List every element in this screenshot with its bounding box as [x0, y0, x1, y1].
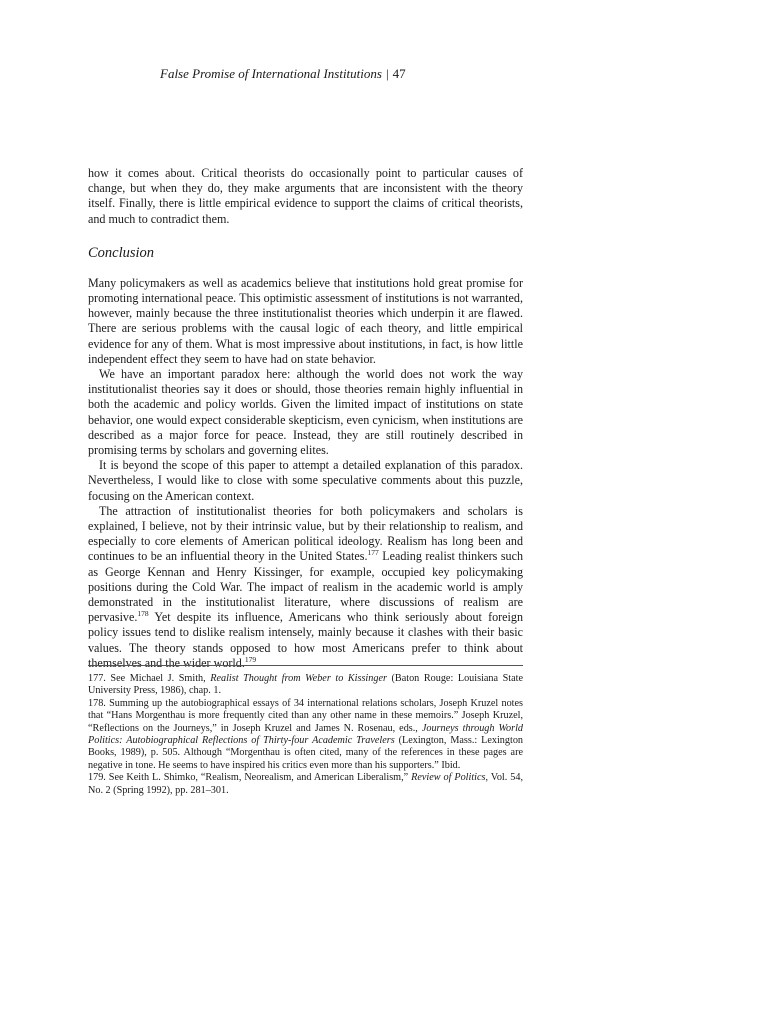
running-title: False Promise of International Institutions [160, 66, 382, 81]
footnote-179-text-a: 179. See Keith L. Shimko, “Realism, Neorealism, and American Liberalism,” [88, 772, 412, 784]
footnote-178-text-a: 178. Summing up the autobiographical essays of 34 international relations scholars, Joseph Kruzel notes that “Hans Morgenthau is more frequently cited than any other name in these memoirs.” Joseph Kruzel, “Reflections on the Journeys,” in Joseph Kruzel and James N. Rosenau, eds., [88, 697, 523, 734]
main-text [88, 166, 523, 671]
paragraph-1: Many policymakers as well as academics believe that institutions hold great promise for promoting international peace. This optimistic assessment of institutions is not warranted, however, mainly because the three institutionalist theories which underpin it are flawed. There are serious problems with the causal logic of each theory, and little empirical evidence for any of them. What is most impressive about institutions, in fact, is how little independent effect they seem to have had on state behavior. [88, 275, 523, 366]
footnote-rule [88, 665, 523, 666]
header-separator: | [385, 66, 389, 81]
paragraph-4 [88, 504, 523, 671]
page-number: 47 [392, 66, 406, 81]
continuation-paragraph: how it comes about. Critical theorists do occasionally point to particular causes of change, but when they do, they make arguments that are inconsistent with the theory itself. Finally, there is little empirical evidence to support the claims of critical theorists, and much to contradict them. [88, 166, 523, 226]
running-head [160, 66, 406, 82]
footnote-178-title: Journeys through World Politics: Autobiographical Reflections of Thirty-four Academic Travelers [88, 722, 523, 747]
paragraph-4-part-c: Yet despite its influence, Americans who think seriously about foreign policy issues tend to dislike realism intensely, mainly because it clashes with their basic values. The theory stands opposed to how most Americans prefer to think about themselves and the wider world. [88, 610, 523, 670]
footnote-178 [88, 698, 523, 772]
section-heading: Conclusion [88, 244, 155, 261]
footnotes [88, 673, 523, 797]
paragraph-4-part-a: The attraction of institutionalist theories for both policymakers and scholars is explained, I believe, not by their intrinsic value, but by their relationship to realism, and especially to core elements of American political ideology. Realism has long been and continues to be an influential theory in the United States. [88, 503, 523, 564]
footnote-178-text-b: (Lexington, Mass.: Lexington Books, 1989), p. 505. Although “Morgenthau is often cited, many of the references in these pages are negative in tone. He seems to have inspired his critics even more than his supporters.” Ibid. [88, 735, 524, 771]
footnote-177-text-a: 177. See Michael J. Smith, [88, 673, 211, 684]
footnote-ref-178[interactable]: 178 [137, 609, 149, 619]
footnote-ref-177[interactable]: 177 [367, 548, 379, 558]
footnote-179 [88, 772, 523, 797]
footnote-179-title: Review of Politics [411, 772, 486, 784]
footnote-179-text-b: , Vol. 54, No. 2 (Spring 1992), pp. 281–301. [88, 772, 523, 796]
paragraph-4-part-b: Leading realist thinkers such as George Kennan and Henry Kissinger, for example, occupied key policymaking positions during the Cold War. The impact of realism in the academic world is amply demonstrated in the institutionalist literature, where discussions of realism are pervasive. [88, 549, 523, 625]
footnote-177 [88, 673, 523, 698]
footnote-177-text-b: (Baton Rouge: Louisiana State University Press, 1986), chap. 1. [88, 673, 523, 697]
paragraph-3: It is beyond the scope of this paper to attempt a detailed explanation of this paradox. Nevertheless, I would like to close with some speculative comments about this puzzle, focusing on the American context. [88, 458, 523, 503]
footnote-177-title: Realist Thought from Weber to Kissinger [210, 673, 387, 684]
footnote-ref-179[interactable]: 179 [244, 654, 257, 664]
paragraph-2: We have an important paradox here: although the world does not work the way institutionalist theories say it does or should, those theories remain highly influential in both the academic and policy worlds. Given the limited impact of institutions on state behavior, one would expect considerable skepticism, even cynicism, when institutions are described as a major force for peace. Instead, they are still routinely described in promising terms by scholars and governing elites. [88, 367, 523, 458]
